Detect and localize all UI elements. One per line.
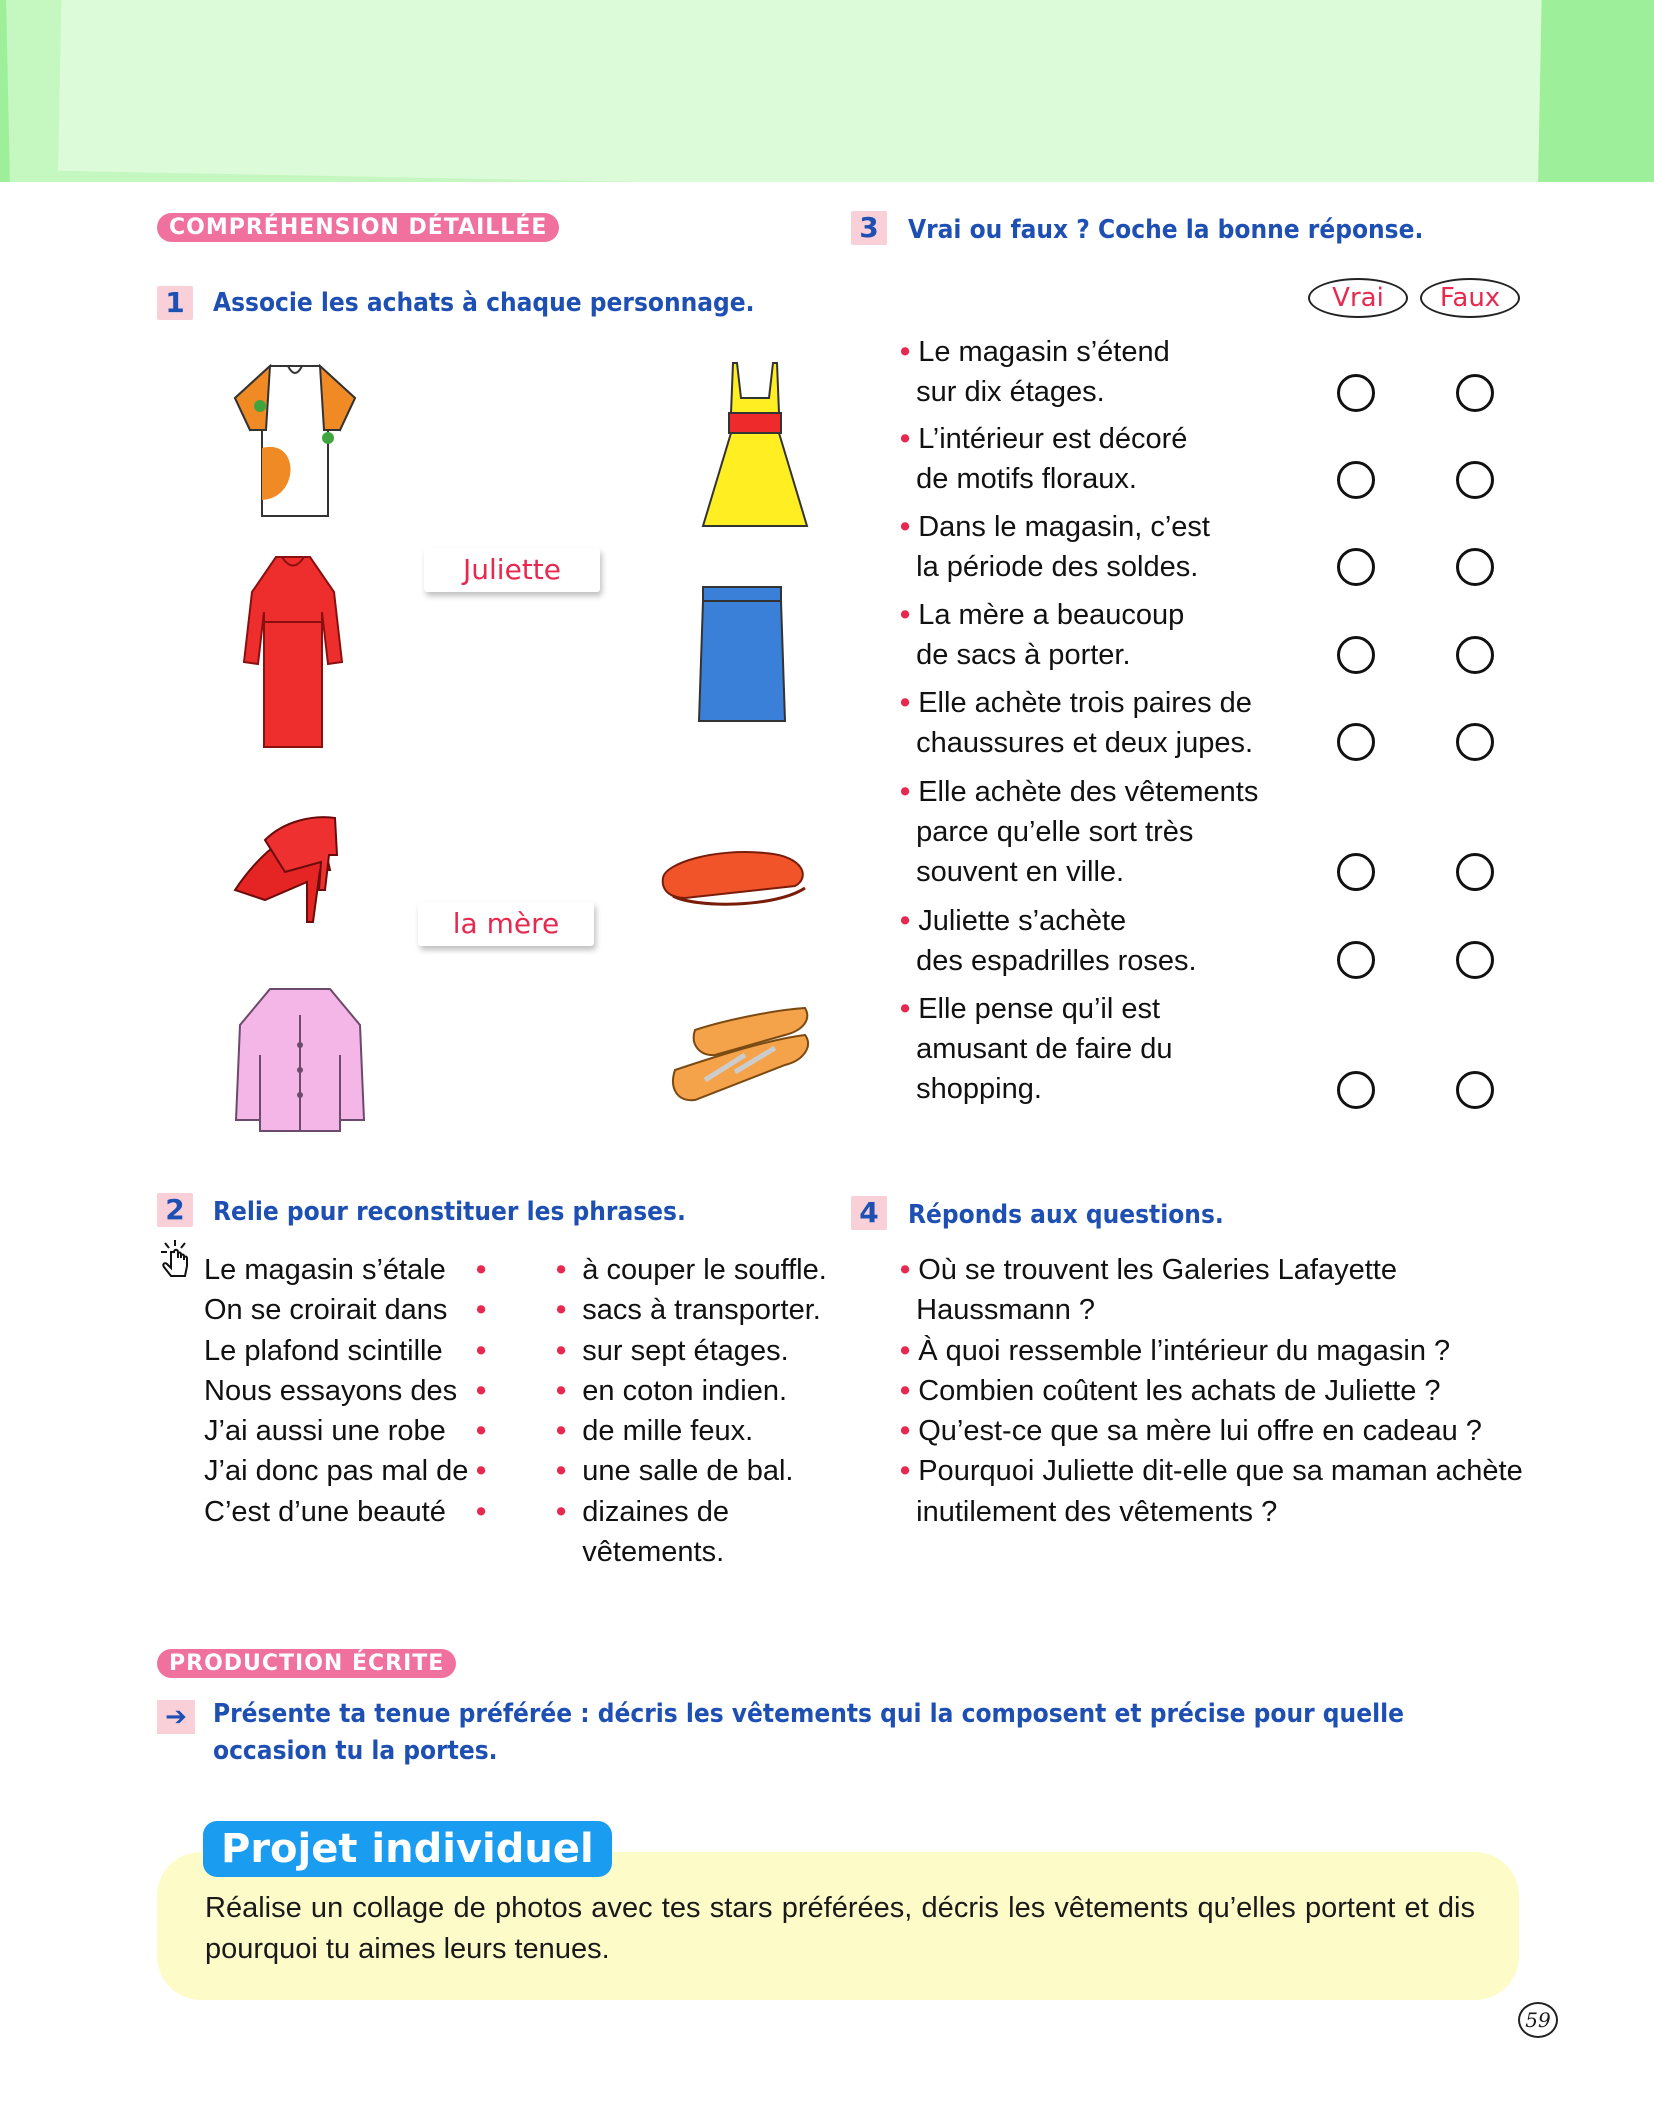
label-juliette: Juliette — [424, 548, 600, 592]
match-right-text: de mille feux. — [582, 1415, 754, 1448]
page-number: 59 — [1518, 2002, 1558, 2038]
match-right-text: sur sept étages. — [582, 1334, 789, 1367]
section-label-comprehension: COMPRÉHENSION DÉTAILLÉE — [157, 213, 559, 242]
question-number-3: 3 — [851, 211, 887, 245]
tf-item-line: de motifs floraux. — [916, 463, 1137, 495]
q4-question: • Pourquoi Juliette dit-elle que sa maman achète inutilement des vêtements ? — [900, 1455, 1523, 1528]
match-left-item: Le magasin s’étale — [204, 1254, 446, 1286]
radio-faux[interactable] — [1456, 636, 1494, 674]
question-number-4: 4 — [851, 1196, 887, 1230]
radio-vrai[interactable] — [1337, 548, 1375, 586]
match-right-item[interactable]: • à couper le souffle. — [556, 1254, 827, 1286]
blue-skirt-icon — [695, 585, 790, 729]
tf-item: • Le magasin s’étend sur dix étages. — [900, 336, 1170, 408]
tf-item-line: chaussures et deux jupes. — [916, 727, 1254, 759]
tf-item-line: Dans le magasin, c’est — [918, 511, 1210, 543]
tf-item-line: amusant de faire du — [916, 1033, 1173, 1065]
q4-question: • Combien coûtent les achats de Juliette ? — [900, 1374, 1441, 1407]
vrai-header: Vrai — [1308, 278, 1408, 318]
question-number-2: 2 — [157, 1193, 193, 1227]
tf-item: • La mère a beaucoup de sacs à porter. — [900, 599, 1185, 671]
espadrilles-icon — [655, 838, 815, 922]
radio-faux[interactable] — [1456, 461, 1494, 499]
tf-item-line: Le magasin s’étend — [918, 336, 1170, 368]
arrow-icon: ➔ — [157, 1700, 195, 1734]
radio-vrai[interactable] — [1337, 374, 1375, 412]
radio-vrai[interactable] — [1337, 853, 1375, 891]
tf-item-line: L’intérieur est décoré — [918, 423, 1188, 455]
match-right-text: vêtements. — [582, 1536, 725, 1569]
match-left-item: C’est d’une beauté — [204, 1495, 446, 1528]
tf-item: • Elle achète des vêtements parce qu’elle sort très souvent en ville. — [900, 776, 1259, 888]
question-title-3: Vrai ou faux ? Coche la bonne réponse. — [908, 215, 1424, 245]
question-title-4: Réponds aux questions. — [908, 1200, 1224, 1230]
match-left-item: Nous essayons des — [204, 1374, 458, 1407]
match-right-item — [556, 1532, 827, 1572]
question-number-1: 1 — [157, 286, 193, 320]
sandals-icon — [665, 1000, 815, 1124]
tf-item-line: La mère a beaucoup — [918, 599, 1185, 631]
match-right-item[interactable]: • dizaines de — [556, 1495, 729, 1528]
radio-faux[interactable] — [1456, 1071, 1494, 1109]
match-right-text: sacs à transporter. — [582, 1294, 821, 1327]
match-left-item: J’ai aussi une robe — [204, 1415, 446, 1448]
match-right-text: à couper le souffle. — [582, 1254, 827, 1286]
match-left-column — [204, 1250, 468, 1532]
projet-title: Projet individuel — [203, 1821, 612, 1877]
match-right-item[interactable]: • une salle de bal. — [556, 1455, 794, 1488]
radio-faux[interactable] — [1456, 548, 1494, 586]
tf-item-line: de sacs à porter. — [916, 639, 1131, 671]
match-right-item[interactable]: • en coton indien. — [556, 1374, 788, 1407]
tf-item-line: shopping. — [916, 1073, 1042, 1105]
header-band — [0, 0, 1654, 182]
q4-question-line: Pourquoi Juliette dit-elle que sa maman achète — [918, 1455, 1523, 1488]
radio-vrai[interactable] — [1337, 723, 1375, 761]
radio-faux[interactable] — [1456, 374, 1494, 412]
tf-item: • Elle achète trois paires de chaussures et deux jupes. — [900, 687, 1254, 759]
pointer-hand-icon — [157, 1238, 193, 1280]
radio-vrai[interactable] — [1337, 1071, 1375, 1109]
tf-item-line: Elle achète des vêtements — [918, 776, 1259, 808]
match-left-item: Le plafond scintille — [204, 1334, 443, 1367]
tf-item-line: sur dix étages. — [916, 376, 1105, 408]
q4-question-line: Qu’est-ce que sa mère lui offre en cadeau ? — [918, 1415, 1482, 1448]
radio-faux[interactable] — [1456, 853, 1494, 891]
header-sheet — [58, 0, 1542, 182]
yellow-dress-icon — [695, 358, 815, 542]
production-prompt: Présente ta tenue préférée : décris les vêtements qui la composent et précise pour quelle occasion tu la portes. — [213, 1699, 1404, 1766]
tf-item: • Elle pense qu’il est amusant de faire du shopping. — [900, 993, 1173, 1105]
q4-question: • Où se trouvent les Galeries Lafayette Haussmann ? — [900, 1254, 1397, 1327]
q4-question-line: Haussmann ? — [916, 1294, 1096, 1327]
match-right-item[interactable]: • sacs à transporter. — [556, 1294, 821, 1327]
faux-header: Faux — [1420, 278, 1520, 318]
match-left-item: On se croirait dans — [204, 1294, 448, 1327]
match-right-text: une salle de bal. — [582, 1455, 794, 1488]
tf-item-line: Elle achète trois paires de — [918, 687, 1252, 719]
projet-text: Réalise un collage de photos avec tes stars préférées, décris les vêtements qu’elles portent et dis pourquoi tu aimes leurs tenues. — [205, 1892, 1475, 1965]
q4-question-list — [900, 1250, 1540, 1532]
radio-vrai[interactable] — [1337, 941, 1375, 979]
tf-item-line: parce qu’elle sort très — [916, 816, 1194, 848]
radio-faux[interactable] — [1456, 723, 1494, 761]
tf-item-line: Juliette s’achète — [918, 905, 1127, 937]
radio-faux[interactable] — [1456, 941, 1494, 979]
q4-question-line: inutilement des vêtements ? — [916, 1495, 1278, 1528]
tshirt-icon — [230, 358, 360, 527]
tf-item: • L’intérieur est décoré de motifs floraux. — [900, 423, 1188, 495]
radio-vrai[interactable] — [1337, 636, 1375, 674]
q4-question: • À quoi ressemble l’intérieur du magasin ? — [900, 1334, 1451, 1367]
question-title-2: Relie pour reconstituer les phrases. — [213, 1197, 686, 1227]
tf-item: • Dans le magasin, c’est la période des soldes. — [900, 511, 1210, 583]
match-left-dots[interactable]: • • • • • • • — [476, 1254, 487, 1528]
radio-vrai[interactable] — [1337, 461, 1375, 499]
red-heels-icon — [225, 810, 365, 934]
tf-item-line: Elle pense qu’il est — [918, 993, 1161, 1025]
match-right-item[interactable]: • sur sept étages. — [556, 1334, 789, 1367]
match-right-item[interactable]: • de mille feux. — [556, 1415, 754, 1448]
match-left-item: J’ai donc pas mal de — [204, 1455, 469, 1488]
tf-item-line: des espadrilles roses. — [916, 945, 1197, 977]
red-dress-icon — [238, 552, 348, 756]
tf-item-line: souvent en ville. — [916, 856, 1125, 888]
match-right-column — [556, 1250, 827, 1572]
q4-question-line: À quoi ressemble l’intérieur du magasin ? — [918, 1334, 1451, 1367]
label-la-mere: la mère — [418, 902, 594, 946]
q4-question: • Qu’est-ce que sa mère lui offre en cadeau ? — [900, 1415, 1482, 1448]
match-right-text: dizaines de — [582, 1495, 729, 1528]
question-title-1: Associe les achats à chaque personnage. — [213, 288, 755, 318]
q4-question-line: Combien coûtent les achats de Juliette ? — [918, 1374, 1441, 1407]
q4-question-line: Où se trouvent les Galeries Lafayette — [918, 1254, 1397, 1286]
tf-item-line: la période des soldes. — [916, 551, 1199, 583]
tf-item: • Juliette s’achète des espadrilles roses. — [900, 905, 1197, 977]
section-label-production: PRODUCTION ÉCRITE — [157, 1649, 456, 1678]
match-right-text: en coton indien. — [582, 1374, 788, 1407]
pink-cardigan-icon — [230, 985, 370, 1139]
